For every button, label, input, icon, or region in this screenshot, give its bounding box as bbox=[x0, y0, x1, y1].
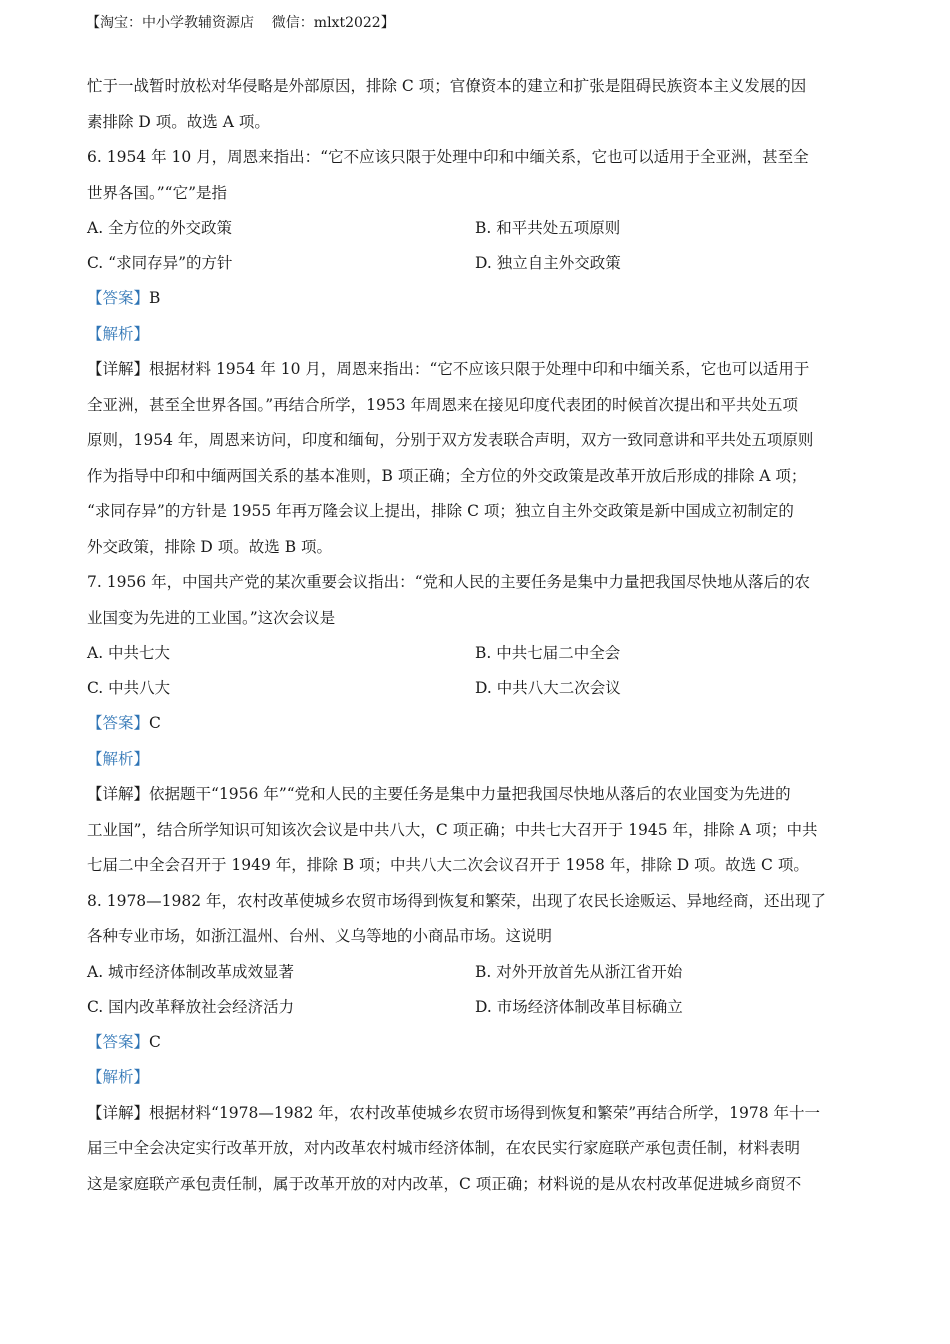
option-a: A. 全方位的外交政策 bbox=[87, 219, 233, 237]
answer-tag: 【答案】 bbox=[87, 714, 150, 732]
analysis-tag: 【解析】 bbox=[87, 749, 150, 768]
question-6-options-row bbox=[87, 211, 867, 246]
question-8-options-row bbox=[87, 990, 867, 1025]
answer-value: C bbox=[149, 714, 161, 732]
detail-line: 工业国”，结合所学知识可知该次会议是中共八大，C 项正确；中共七大召开于 1945 年，排除 A 项；中共 bbox=[87, 820, 818, 839]
option-d: D. 独立自主外交政策 bbox=[475, 254, 621, 272]
detail-text: 根据材料“1978—1982 年，农村改革使城乡农贸市场得到恢复和繁荣”再结合所学，1978 年十一 bbox=[149, 1103, 821, 1122]
intro-line: 素排除 D 项。故选 A 项。 bbox=[87, 112, 270, 131]
option-b: B. 对外开放首先从浙江省开始 bbox=[475, 962, 683, 981]
intro-line: 忙于一战暂时放松对华侵略是外部原因，排除 C 项；官僚资本的建立和扩张是阻碍民族资本主义发展的因 bbox=[87, 77, 807, 95]
detail-line bbox=[87, 1096, 867, 1132]
detail-line: 原则，1954 年，周恩来访问，印度和缅甸，分别于双方发表联合声明，双方一致同意讲和平共处五项原则 bbox=[87, 431, 814, 449]
option-c: C. 中共八大 bbox=[87, 679, 171, 697]
question-7-stem: 7. 1956 年，中国共产党的某次重要会议指出：“党和人民的主要任务是集中力量把我国尽快地从落后的农 bbox=[87, 573, 811, 591]
detail-line: “求同存异”的方针是 1955 年再万隆会议上提出，排除 C 项；独立自主外交政策是新中国成立初制定的 bbox=[87, 502, 794, 520]
answer-value: B bbox=[149, 289, 161, 307]
detail-line: 七届二中全会召开于 1949 年，排除 B 项；中共八大二次会议召开于 1958 年，排除 D 项。故选 C 项。 bbox=[87, 856, 809, 874]
document-body bbox=[87, 69, 867, 1202]
option-c: C. 国内改革释放社会经济活力 bbox=[87, 997, 295, 1016]
analysis-line bbox=[87, 1060, 867, 1096]
question-6-stem: 世界各国。”“它”是指 bbox=[87, 183, 228, 202]
analysis-tag: 【解析】 bbox=[87, 1068, 150, 1086]
detail-line: 外交政策，排除 D 项。故选 B 项。 bbox=[87, 537, 333, 556]
answer-line bbox=[87, 706, 867, 742]
question-8-stem: 8. 1978—1982 年，农村改革使城乡农贸市场得到恢复和繁荣，出现了农民长途贩运、异地经商，还出现了 bbox=[87, 891, 827, 910]
analysis-tag: 【解析】 bbox=[87, 324, 150, 343]
detail-line bbox=[87, 352, 867, 388]
question-7-stem: 业国变为先进的工业国。”这次会议是 bbox=[87, 608, 336, 627]
answer-tag: 【答案】 bbox=[87, 1032, 150, 1051]
question-7-options-row bbox=[87, 671, 867, 706]
answer-tag: 【答案】 bbox=[87, 289, 150, 307]
option-d: D. 中共八大二次会议 bbox=[475, 679, 621, 697]
detail-tag: 【详解】 bbox=[87, 360, 150, 378]
option-b: B. 中共七届二中全会 bbox=[475, 644, 621, 662]
answer-line bbox=[87, 1025, 867, 1061]
detail-line bbox=[87, 777, 867, 813]
detail-tag: 【详解】 bbox=[87, 1103, 150, 1122]
detail-text: 根据材料 1954 年 10 月，周恩来指出：“它不应该只限于处理中印和中缅关系，它也可以适用于 bbox=[149, 360, 810, 378]
question-8-stem: 各种专业市场，如浙江温州、台州、义乌等地的小商品市场。这说明 bbox=[87, 927, 553, 945]
page-header: 【淘宝：中小学教辅资源店 微信：mlxt2022】 bbox=[86, 15, 395, 31]
question-6-options-row bbox=[87, 246, 867, 281]
detail-text: 依据题干“1956 年”“党和人民的主要任务是集中力量把我国尽快地从落后的农业国变为先进的 bbox=[149, 785, 791, 803]
analysis-line bbox=[87, 317, 867, 353]
option-d: D. 市场经济体制改革目标确立 bbox=[475, 997, 683, 1016]
detail-line: 届三中全会决定实行改革开放，对内改革农村城市经济体制，在农民实行家庭联产承包责任制，材料表明 bbox=[87, 1139, 801, 1157]
detail-line: 这是家庭联产承包责任制，属于改革开放的对内改革，C 项正确；材料说的是从农村改革促进城乡商贸不 bbox=[87, 1174, 802, 1193]
option-b: B. 和平共处五项原则 bbox=[475, 219, 621, 237]
option-a: A. 中共七大 bbox=[87, 644, 171, 662]
detail-line: 全亚洲，甚至全世界各国。”再结合所学，1953 年周恩来在接见印度代表团的时候首次提出和平共处五项 bbox=[87, 395, 799, 414]
question-7-options-row bbox=[87, 636, 867, 671]
answer-value: C bbox=[149, 1032, 161, 1051]
answer-line bbox=[87, 281, 867, 317]
question-6-stem: 6. 1954 年 10 月，周恩来指出：“它不应该只限于处理中印和中缅关系，它也可以适用于全亚洲，甚至全 bbox=[87, 148, 809, 166]
question-8-options-row bbox=[87, 955, 867, 990]
detail-line: 作为指导中印和中缅两国关系的基本准则，B 项正确；全方位的外交政策是改革开放后形成的排除 A 项； bbox=[87, 466, 807, 485]
option-c: C. “求同存异”的方针 bbox=[87, 254, 233, 272]
analysis-line bbox=[87, 742, 867, 778]
option-a: A. 城市经济体制改革成效显著 bbox=[87, 962, 295, 981]
detail-tag: 【详解】 bbox=[87, 785, 150, 803]
